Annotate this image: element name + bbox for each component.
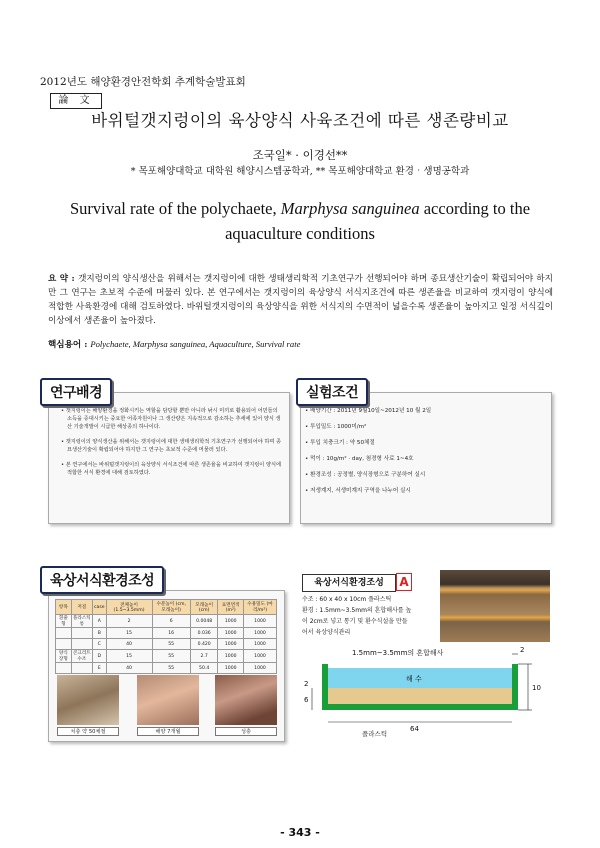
table-header: 수분높이 (cm, 모래높이) bbox=[152, 600, 190, 615]
keywords bbox=[48, 338, 553, 350]
water-label: 해 수 bbox=[406, 675, 422, 683]
photo-caption: 성충 bbox=[215, 727, 277, 736]
table-header: 모래높이 (cm) bbox=[190, 600, 218, 615]
paper-type-tag: 論 文 bbox=[50, 93, 102, 109]
table-row: E 40 55 50.4 1000 1000 bbox=[56, 663, 277, 674]
conditions-heading: 실험조건 bbox=[296, 378, 368, 406]
photo-juvenile bbox=[57, 675, 119, 725]
condition-item: • 저생계지, 서생미계지 구역을 나누어 실시 bbox=[305, 488, 411, 494]
spec-letter-badge: A bbox=[396, 573, 412, 591]
title-korean: 바위털갯지렁이의 육상양식 사육조건에 따른 생존량비교 bbox=[91, 111, 509, 130]
habitat-heading: 육상서식환경조성 bbox=[40, 566, 164, 594]
title-en-species: Marphysa sanguinea bbox=[280, 199, 420, 218]
authors: 조국일* · 이경선** bbox=[252, 148, 348, 162]
page-number: - 343 - bbox=[280, 826, 320, 839]
dim-left-b: 6 bbox=[304, 696, 309, 704]
dim-bottom: 64 bbox=[410, 725, 419, 733]
title-en-pre: Survival rate of the polychaete, bbox=[69, 199, 281, 218]
spec-text: 수조 : 60 x 40 x 10cm 플라스틱 환경 : 1.5mm~3.5mm의 혼합해사를 높 이 2cm로 넣고 통기 및 환수식설을 만들 어서 육상양식관리 bbox=[302, 596, 412, 636]
background-bullet: • 갯지렁이는 해양환경을 정화시키는 역할을 담당할 뿐만 아니라 낚시 미끼로 활용되어 어민들의 소득을 증대시키는 중요한 어족자원이나 그 생산량은 지속적으로 감소하는 추세에 있어 양식 생산 기술개발이 시급한 해상종의 하나이다. bbox=[61, 408, 281, 430]
affiliation: * 목포해양대학교 대학원 해양시스템공학과, ** 목포해양대학교 환경‧생명공학과 bbox=[130, 166, 470, 177]
condition-item: • 배양기간 : 2011년 9월10일~2012년 10 월 2일 bbox=[305, 408, 432, 414]
dim-left-a: 2 bbox=[304, 680, 309, 688]
condition-item: • 먹이 : 10g/m² · day, 첨경형 사료 1~4호 bbox=[305, 456, 414, 462]
habitat-panel bbox=[48, 590, 285, 742]
title-english bbox=[50, 196, 550, 246]
photo-caption: 해양 7개월 bbox=[137, 727, 199, 736]
title-en-post: according to the aquaculture conditions bbox=[225, 199, 531, 243]
keywords-label: 핵심용어 : bbox=[48, 340, 91, 350]
abstract bbox=[48, 272, 553, 328]
table-row: C 40 55 0.420 1000 1000 bbox=[56, 639, 277, 650]
dim-right: 10 bbox=[532, 684, 541, 692]
table-row: 흰줄형 플라스틱 통 A 2 6 0.0048 1000 1000 bbox=[56, 615, 277, 628]
background-bullet: • 본 연구에서는 바위털갯지렁이의 육상양식 서식조건에 따른 생존율을 비교하여 갯지렁이 양식에 적합한 서식 환경에 대해 검토하였다. bbox=[61, 462, 282, 476]
conditions-panel bbox=[300, 392, 552, 524]
table-row: B 15 16 0.036 1000 1000 bbox=[56, 628, 277, 639]
dim-top: 2 bbox=[520, 646, 525, 654]
condition-item: • 환경조성 : 공정별, 양식장형으로 구분하여 실시 bbox=[305, 472, 426, 478]
table-header: 항목 bbox=[56, 600, 72, 615]
habitat-spec-heading: 육상서식환경조성 bbox=[302, 574, 396, 592]
tank-floor bbox=[322, 704, 518, 710]
table-header: 표면면적 (m²) bbox=[218, 600, 244, 615]
background-bullet: • 갯지렁이의 양식생산을 위해서는 갯지렁이에 대한 생태생리학적 기초연구가 선행되어야 하며 종묘생산기술이 확립되어야 하지만 그 연구는 초보적 수준에 머물러 있다. bbox=[61, 439, 282, 453]
photo-adult bbox=[215, 675, 277, 725]
table-row: 양식장형 콘크리트수조 D 15 55 2.7 1000 1000 bbox=[56, 650, 277, 663]
table-header: case bbox=[93, 600, 107, 615]
tank-photo bbox=[440, 570, 550, 642]
abstract-text: 갯지렁이의 양식생산을 위해서는 갯지렁이에 대한 생태생리학적 기초연구가 선행되어야 하며 종묘생산기술이 확립되어야 하지만 그 연구는 초보적 수준에 머물러 있다. 본 연구에서는 갯지렁이의 육상양식 서식지조건에 따른 생존율을 비교하여 갯지렁이 양식에 적합한 사육환경에 대해 검토하였다. 바위털갯지렁이의 육상양식을 위한 서식지의 수면적이 넓을수록 생존율이 높아지고 일정 서식깊이 이상에서 생존율이 높아졌다. bbox=[48, 274, 553, 326]
condition-item: • 투입 치충크기 : 약 50체절 bbox=[305, 440, 375, 446]
sand-layer bbox=[328, 688, 512, 704]
tank-wall-left bbox=[322, 664, 328, 710]
table-header: 수용밀도 (마리/m²) bbox=[244, 600, 277, 615]
tank-cross-section-diagram bbox=[302, 644, 550, 744]
table-header: 전체높이 (1.5~3.5mm) bbox=[106, 600, 152, 615]
condition-item: • 투입밀도 : 1000미/m² bbox=[305, 424, 367, 430]
table-header: 저질 bbox=[71, 600, 92, 615]
background-panel bbox=[48, 392, 290, 524]
abstract-label: 요 약 : bbox=[48, 274, 79, 284]
sand-label: 1.5mm~3.5mm의 혼합해사 bbox=[352, 649, 444, 657]
photo-7-months bbox=[137, 675, 199, 725]
photo-caption: 치충 약 50체절 bbox=[57, 727, 119, 736]
conditions-table bbox=[55, 599, 277, 674]
tank-wall-right bbox=[512, 664, 518, 710]
conference-header: 2012년도 해양환경안전학회 추계학술발표회 bbox=[40, 76, 246, 88]
keywords-text: Polychaete, Marphysa sanguinea, Aquaculture, Survival rate bbox=[90, 339, 301, 349]
plastic-label: 플라스틱 bbox=[362, 730, 388, 738]
background-heading: 연구배경 bbox=[40, 378, 112, 406]
habitat-spec-box bbox=[302, 570, 550, 738]
